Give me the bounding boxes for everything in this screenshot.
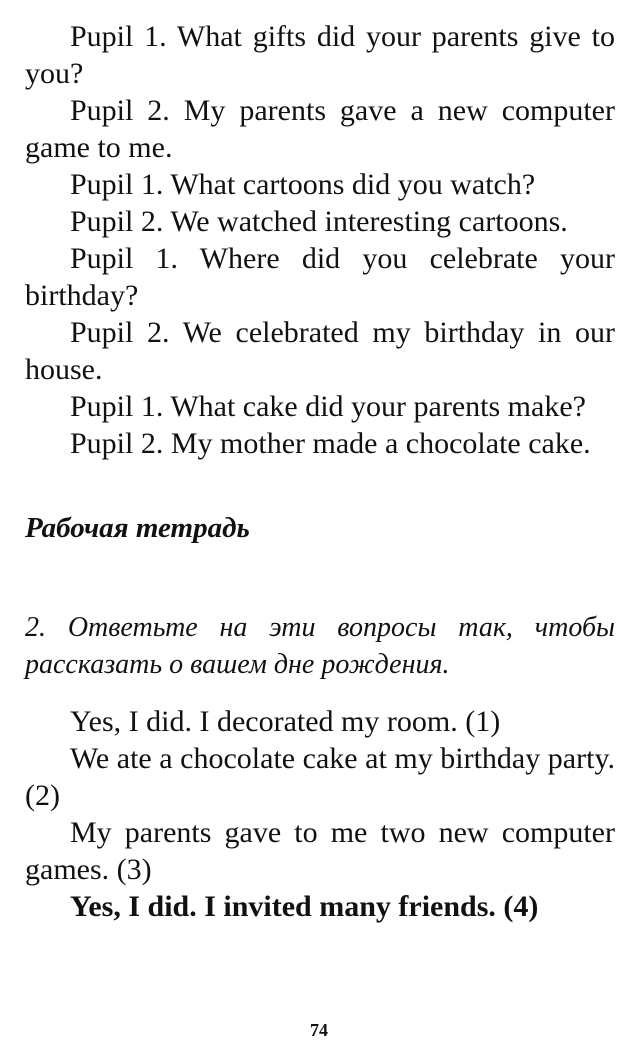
page-number: 74	[310, 1020, 328, 1040]
task-instruction: 2. Ответьте на эти вопросы так, чтобы рассказать о вашем дне рождения.	[25, 612, 615, 680]
dialogue-line: Pupil 2. We watched interesting cartoons.	[70, 205, 568, 238]
dialogue-line: Pupil 1. What cartoons did you watch?	[70, 168, 536, 201]
dialogue-line: Pupil 1. Where did you celebrate your birthday?	[25, 242, 615, 312]
answer-line: Yes, I did. I decorated my room. (1)	[70, 705, 501, 738]
answer-line-highlighted: Yes, I did. I invited many friends. (4)	[70, 890, 539, 923]
dialogue-line: Pupil 1. What gifts did your parents give to you?	[25, 20, 615, 90]
workbook-heading: Рабочая тетрадь	[25, 512, 250, 544]
dialogue-line: Pupil 2. My mother made a chocolate cake.	[70, 427, 591, 460]
dialogue-line: Pupil 1. What cake did your parents make?	[70, 390, 586, 423]
answer-line: My parents gave to me two new computer games. (3)	[25, 816, 615, 886]
page-content	[25, 18, 615, 925]
answer-line: We ate a chocolate cake at my birthday party. (2)	[25, 742, 615, 812]
dialogue-line: Pupil 2. My parents gave a new computer game to me.	[25, 94, 615, 164]
dialogue-line: Pupil 2. We celebrated my birthday in our house.	[25, 316, 615, 386]
